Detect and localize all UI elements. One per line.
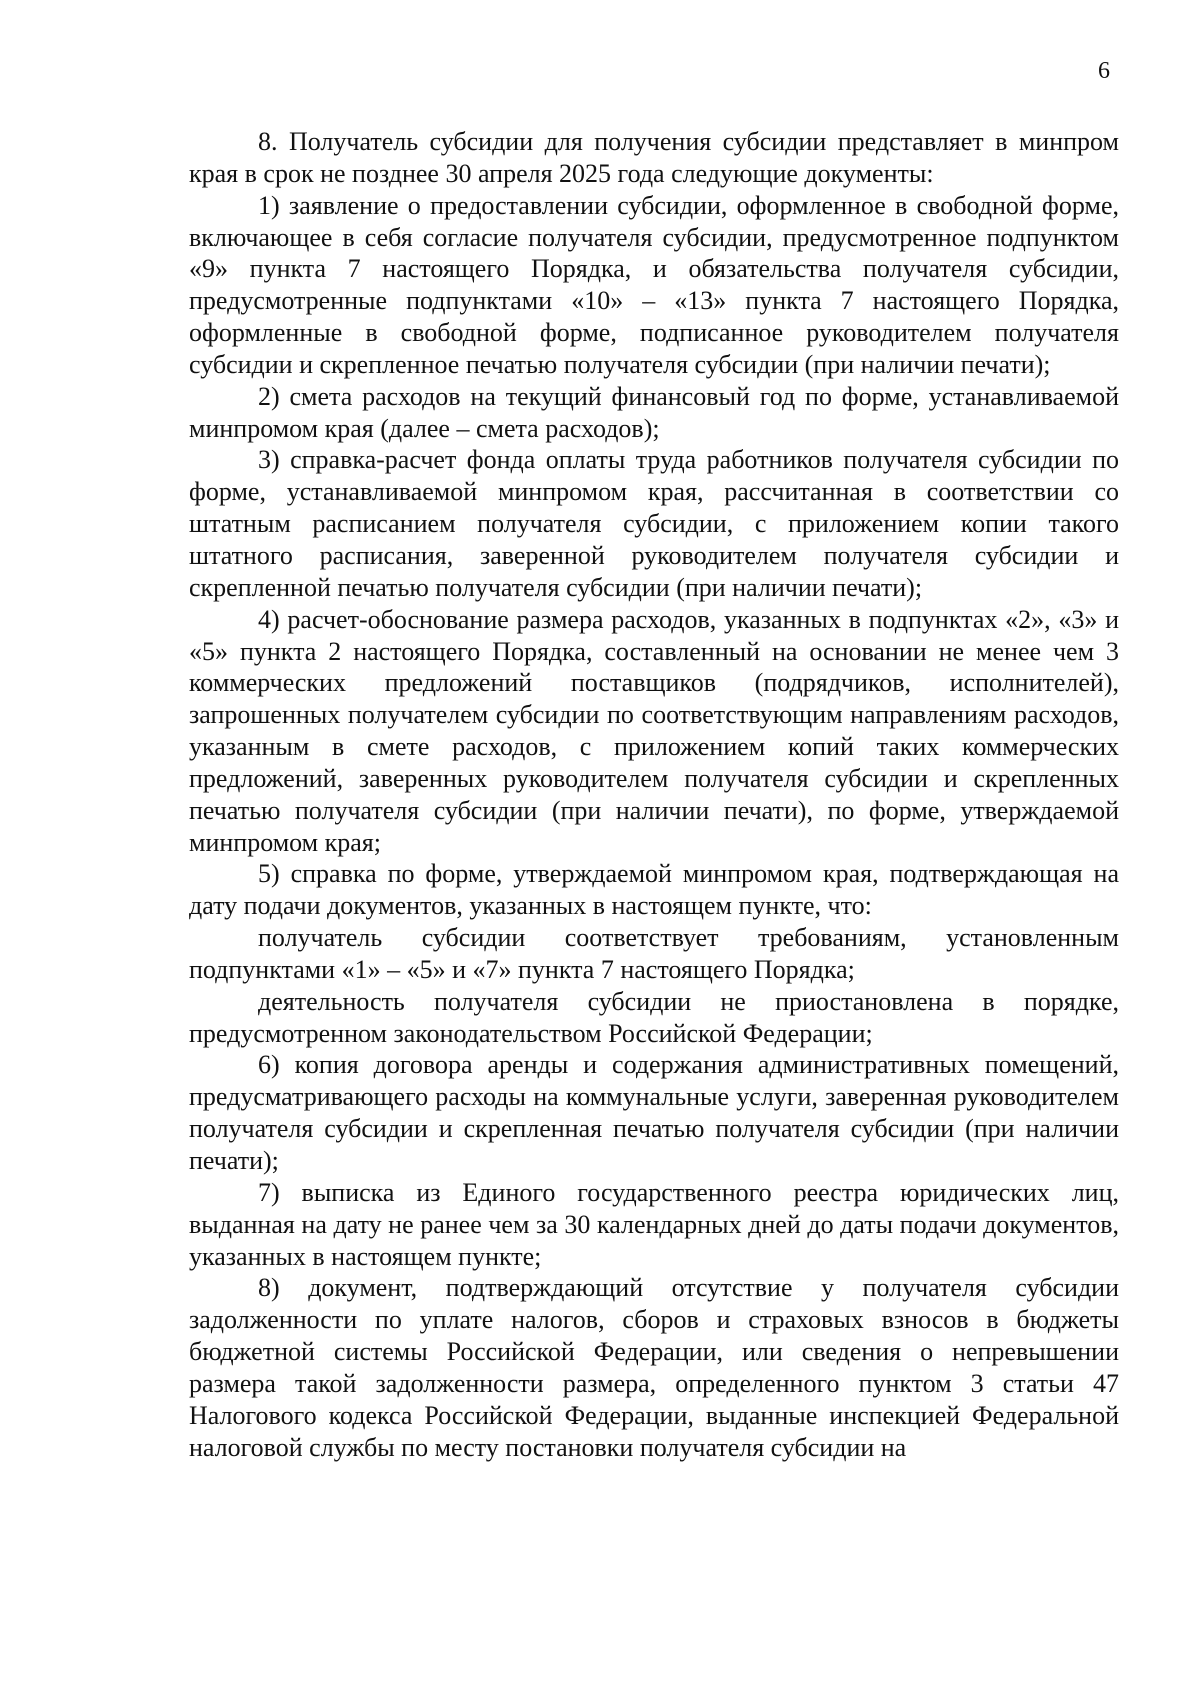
paragraph-subitem-5-clause-1: получатель субсидии соответствует требованиям, установленным подпунктами «1» – «5» и «7» пункта 7 настоящего Порядка; [189,923,1119,984]
paragraph-subitem-7: 7) выписка из Единого государственного реестра юридических лиц, выданная на дату не ранее чем за 30 календарных дней до даты подачи документов, указанных в настоящем пункте; [189,1177,1119,1271]
document-body [189,126,1119,1463]
paragraph-subitem-3: 3) справка-расчет фонда оплаты труда работников получателя субсидии по форме, устанавливаемой минпромом края, рассчитанная в соответствии со штатным расписанием получателя субсидии, с приложением копии такого штатного расписания, заверенной руководителем получателя субсидии и скрепленной печатью получателя субсидии (при наличии печати); [189,445,1119,602]
paragraph-subitem-4: 4) расчет-обоснование размера расходов, указанных в подпунктах «2», «3» и «5» пункта 2 настоящего Порядка, составленный на основании не менее чем 3 коммерческих предложений поставщиков (подрядчиков, исполнителей), запрошенных получателем субсидии по соответствующим направлениям расходов, указанным в смете расходов, с приложением копий таких коммерческих предложений, заверенных руководителем получателя субсидии и скрепленных печатью получателя субсидии (при наличии печати), по форме, утверждаемой минпромом края; [189,604,1119,857]
page-number: 6 [1098,58,1110,84]
paragraph-subitem-6: 6) копия договора аренды и содержания административных помещений, предусматривающего расходы на коммунальные услуги, заверенная руководителем получателя субсидии и скрепленная печатью получателя субсидии (при наличии печати); [189,1050,1119,1175]
paragraph-subitem-2: 2) смета расходов на текущий финансовый год по форме, устанавливаемой минпромом края (далее – смета расходов); [189,381,1119,443]
paragraph-subitem-5: 5) справка по форме, утверждаемой минпромом края, подтверждающая на дату подачи документов, указанных в настоящем пункте, что: [189,859,1119,921]
paragraph-subitem-5-clause-2: деятельность получателя субсидии не приостановлена в порядке, предусмотренном законодательством Российской Федерации; [189,986,1119,1048]
paragraph-subitem-1: 1) заявление о предоставлении субсидии, оформленное в свободной форме, включающее в себя согласие получателя субсидии, предусмотренное подпунктом «9» пункта 7 настоящего Порядка, и обязательства получателя субсидии, предусмотренные подпунктами «10» – «13» пункта 7 настоящего Порядка, оформленные в свободной форме, подписанное руководителем получателя субсидии и скрепленное печатью получателя субсидии (при наличии печати); [189,190,1119,379]
paragraph-item-8: 8. Получатель субсидии для получения субсидии представляет в минпром края в срок не позднее 30 апреля 2025 года следующие документы: [189,127,1119,188]
paragraph-subitem-8: 8) документ, подтверждающий отсутствие у получателя субсидии задолженности по уплате налогов, сборов и страховых взносов в бюджеты бюджетной системы Российской Федерации, или сведения о непревышении размера такой задолженности размера, определенного пунктом 3 статьи 47 Налогового кодекса Российской Федерации, выданные инспекцией Федеральной налоговой службы по месту постановки получателя субсидии на [189,1273,1119,1462]
